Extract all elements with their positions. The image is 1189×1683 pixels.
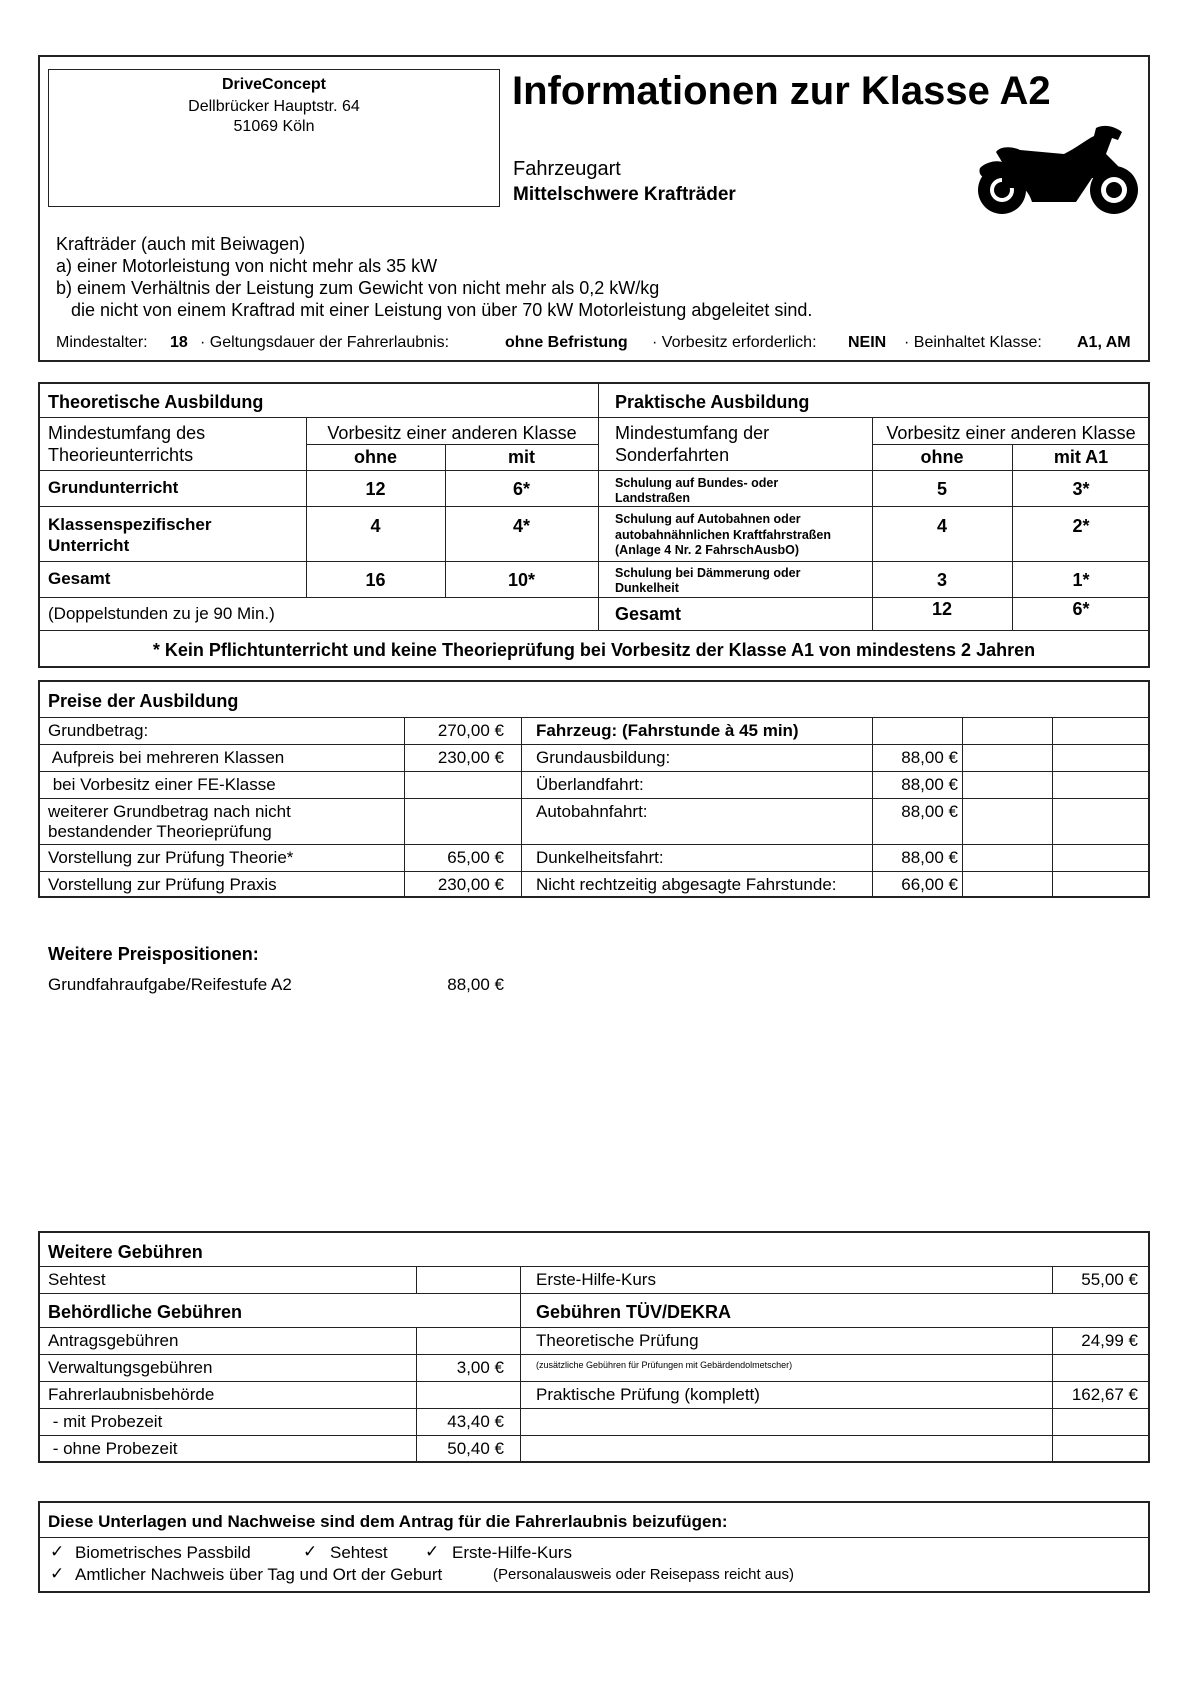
eye-test-label: Sehtest (48, 1270, 106, 1289)
check-icon: ✓ (425, 1542, 440, 1561)
theory-row-label-2: Unterricht (48, 536, 130, 555)
price-value: 230,00 € (437, 748, 504, 767)
school-name: DriveConcept (221, 76, 327, 93)
document-item: Biometrisches Passbild (75, 1543, 251, 1562)
min-age-value: 18 (170, 334, 188, 351)
price-label: Vorstellung zur Prüfung Praxis (48, 875, 277, 894)
price-label: weiterer Grundbetrag nach nicht (48, 802, 291, 821)
prereq-label: · Vorbesitz erforderlich: (652, 334, 817, 351)
document-item: Amtlicher Nachweis über Tag und Ort der Geburt (75, 1565, 443, 1584)
practical-row-label-2: Dunkelheit (615, 581, 679, 595)
practical-row-without: 4 (936, 516, 947, 536)
theory-row-label: Klassenspezifischer (48, 515, 212, 534)
description-line-2: a) einer Motorleistung von nicht mehr als 35 kW (56, 256, 438, 276)
check-icon: ✓ (303, 1542, 318, 1561)
theory-col-label-1: Mindestumfang des (48, 423, 206, 443)
includes-value: A1, AM (1077, 334, 1131, 351)
document-item: Sehtest (330, 1543, 388, 1562)
theory-group-header: Vorbesitz einer anderen Klasse (327, 423, 577, 443)
tuv-fee-label: Praktische Prüfung (komplett) (536, 1385, 760, 1404)
price-label: Nicht rechtzeitig abgesagte Fahrstunde: (536, 875, 837, 894)
practical-row-without: 3 (936, 570, 947, 590)
theory-row-with: 6* (512, 479, 530, 499)
price-label: Überlandfahrt: (536, 775, 644, 794)
practical-row-with: 3* (1072, 479, 1090, 499)
tuv-fee-label: Theoretische Prüfung (536, 1331, 699, 1350)
price-label: Vorstellung zur Prüfung Theorie* (48, 848, 294, 867)
theory-title: Theoretische Ausbildung (48, 392, 264, 412)
price-value: 66,00 € (901, 875, 958, 894)
price-label: Dunkelheitsfahrt: (536, 848, 664, 867)
theory-row-label: Grundunterricht (48, 478, 179, 497)
practical-total-without: 12 (931, 599, 953, 619)
check-icon: ✓ (50, 1564, 65, 1583)
further-prices-title: Weitere Preispositionen: (48, 944, 259, 964)
practical-title: Praktische Ausbildung (615, 392, 810, 412)
tuv-fee-note: (zusätzliche Gebühren für Prüfungen mit Gebärdendolmetscher) (536, 1360, 793, 1370)
description-line-4: die nicht von einem Kraftrad mit einer Leistung von über 70 kW Motorleistung abgeleitet sind. (56, 300, 813, 320)
authority-fee-label: Verwaltungsgebühren (48, 1358, 213, 1377)
page-title: Informationen zur Klasse A2 (512, 69, 1051, 113)
practical-row-with: 1* (1072, 570, 1090, 590)
authority-fee-label: Fahrerlaubnisbehörde (48, 1385, 215, 1404)
authority-fee-value: 43,40 € (447, 1412, 504, 1431)
authority-fee-value: 3,00 € (456, 1358, 504, 1377)
price-value: 65,00 € (447, 848, 504, 867)
document-note: (Personalausweis oder Reisepass reicht aus) (493, 1566, 794, 1583)
authority-fee-value: 50,40 € (447, 1439, 504, 1458)
theory-col-label-2: Theorieunterrichts (48, 445, 194, 465)
further-price-label: Grundfahraufgabe/Reifestufe A2 (48, 975, 292, 994)
practical-row-label: Schulung auf Autobahnen oder (615, 512, 801, 526)
practical-row-label-2: Landstraßen (615, 491, 691, 505)
documents-title: Diese Unterlagen und Nachweise sind dem Antrag für die Fahrerlaubnis beizufügen: (48, 1512, 728, 1531)
theory-col-with: mit (508, 447, 535, 467)
theory-row-with: 10* (507, 570, 536, 590)
school-street: Dellbrücker Hauptstr. 64 (188, 98, 360, 115)
further-price-value: 88,00 € (447, 975, 504, 994)
vehicle-type-label: Fahrzeugart (513, 158, 621, 180)
vehicle-type-value: Mittelschwere Krafträder (513, 184, 736, 205)
validity-value: ohne Befristung (505, 334, 628, 351)
practical-row-label-2: autobahnähnlichen Kraftfahrstraßen (615, 528, 831, 542)
tuv-fee-value: 24,99 € (1081, 1331, 1138, 1350)
price-label: Aufpreis bei mehreren Klassen (48, 748, 285, 767)
authority-fee-label: - mit Probezeit (48, 1412, 163, 1431)
practical-col-label-2: Sonderfahrten (615, 445, 730, 465)
theory-row-without: 12 (365, 479, 386, 499)
price-label: Grundausbildung: (536, 748, 671, 767)
first-aid-value: 55,00 € (1081, 1270, 1138, 1289)
practical-group-header: Vorbesitz einer anderen Klasse (886, 423, 1136, 443)
practical-total-label: Gesamt (615, 604, 682, 624)
price-label: Grundbetrag: (48, 721, 149, 740)
practical-row-label: Schulung auf Bundes- oder (615, 476, 779, 490)
footnote: * Kein Pflichtunterricht und keine Theorieprüfung bei Vorbesitz der Klasse A1 von mindestens 2 Jahren (152, 640, 1036, 660)
price-label: Autobahnfahrt: (536, 802, 648, 821)
validity-label: · Geltungsdauer der Fahrerlaubnis: (200, 334, 450, 351)
description-line-3: b) einem Verhältnis der Leistung zum Gewicht von nicht mehr als 0,2 kW/kg (56, 278, 660, 298)
price-value: 88,00 € (901, 775, 958, 794)
includes-label: · Beinhaltet Klasse: (904, 334, 1042, 351)
first-aid-label: Erste-Hilfe-Kurs (536, 1270, 656, 1289)
tuv-fee-value: 162,67 € (1071, 1385, 1138, 1404)
practical-col-with: mit A1 (1053, 447, 1109, 467)
prereq-value: NEIN (848, 334, 887, 351)
price-label-2: bestandender Theorieprüfung (48, 822, 272, 841)
price-value: 88,00 € (901, 748, 958, 767)
tuv-fees-title: Gebühren TÜV/DEKRA (536, 1302, 732, 1322)
min-age-label: Mindestalter: (56, 334, 148, 351)
theory-col-without: ohne (354, 447, 397, 467)
practical-col-without: ohne (920, 447, 964, 467)
practical-total-with: 6* (1072, 599, 1090, 619)
check-icon: ✓ (50, 1542, 65, 1561)
school-city: 51069 Köln (233, 118, 315, 135)
practical-col-label-1: Mindestumfang der (615, 423, 770, 443)
fees-title: Weitere Gebühren (48, 1242, 203, 1262)
theory-note: (Doppelstunden zu je 90 Min.) (48, 604, 275, 623)
practical-row-without: 5 (936, 479, 947, 499)
theory-row-without: 16 (365, 570, 386, 590)
price-value: 270,00 € (437, 721, 504, 740)
practical-row-label-3: (Anlage 4 Nr. 2 FahrschAusbO) (615, 543, 800, 557)
practical-row-with: 2* (1072, 516, 1090, 536)
theory-row-without: 4 (370, 516, 381, 536)
price-value: 88,00 € (901, 848, 958, 867)
theory-row-label: Gesamt (48, 569, 111, 588)
theory-row-with: 4* (512, 516, 530, 536)
motorcycle-icon (972, 118, 1142, 216)
price-value: 230,00 € (437, 875, 504, 894)
price-value: 88,00 € (901, 802, 958, 821)
document-item: Erste-Hilfe-Kurs (452, 1543, 572, 1562)
practical-row-label: Schulung bei Dämmerung oder (615, 566, 801, 580)
authority-fee-label: - ohne Probezeit (48, 1439, 178, 1458)
price-label: bei Vorbesitz einer FE-Klasse (48, 775, 276, 794)
authority-fees-title: Behördliche Gebühren (48, 1302, 243, 1322)
description-line-1: Krafträder (auch mit Beiwagen) (56, 234, 306, 254)
vehicle-header: Fahrzeug: (Fahrstunde à 45 min) (536, 721, 799, 740)
prices-title: Preise der Ausbildung (48, 691, 239, 711)
authority-fee-label: Antragsgebühren (48, 1331, 179, 1350)
